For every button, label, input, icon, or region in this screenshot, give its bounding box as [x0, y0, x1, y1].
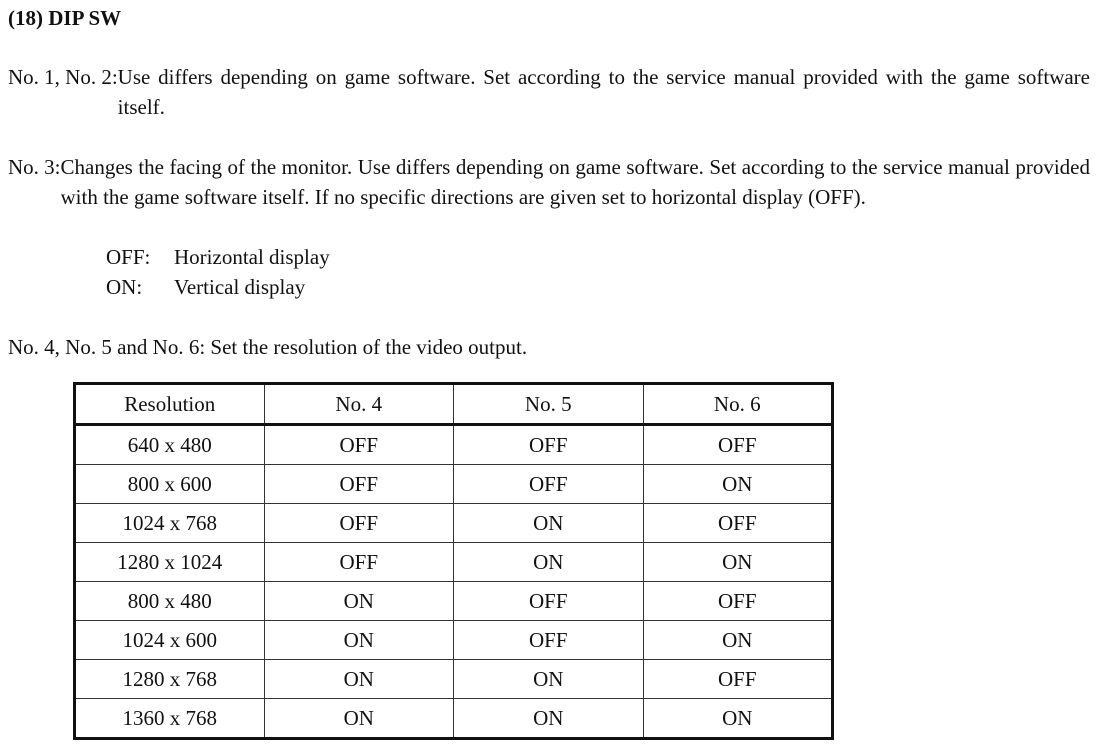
switch-cell: ON	[264, 621, 454, 660]
switch-cell: ON	[643, 465, 833, 504]
switch-cell: OFF	[454, 621, 644, 660]
option-key: OFF:	[106, 245, 151, 269]
column-header-no6: No. 6	[643, 384, 833, 425]
switch-cell: OFF	[643, 504, 833, 543]
switch-cell: OFF	[643, 660, 833, 699]
resolution-cell: 1360 x 768	[75, 699, 265, 739]
dip-switch-4-6-description: No. 4, No. 5 and No. 6: Set the resolution of the video output.	[8, 335, 528, 359]
column-header-resolution: Resolution	[75, 384, 265, 425]
resolution-cell: 1024 x 768	[75, 504, 265, 543]
resolution-table	[73, 382, 834, 740]
table-row	[75, 504, 833, 543]
switch-cell: OFF	[264, 543, 454, 582]
monitor-option-on	[106, 272, 305, 302]
option-value: Vertical display	[174, 275, 306, 299]
resolution-cell: 800 x 480	[75, 582, 265, 621]
option-value: Horizontal display	[174, 245, 330, 269]
paragraph-text: Use differs depending on game software. Set according to the service manual provided with the game software itself.	[117, 65, 1090, 119]
paragraph-label: No. 3:	[8, 155, 61, 179]
table-row	[75, 621, 833, 660]
switch-cell: ON	[454, 504, 644, 543]
switch-cell: ON	[264, 660, 454, 699]
switch-cell: ON	[643, 543, 833, 582]
column-header-no5: No. 5	[454, 384, 644, 425]
column-header-no4: No. 4	[264, 384, 454, 425]
option-key: ON:	[106, 275, 143, 299]
switch-cell: ON	[454, 543, 644, 582]
dip-switch-3-description	[8, 152, 1090, 212]
switch-cell: OFF	[264, 465, 454, 504]
switch-cell: ON	[264, 699, 454, 739]
switch-cell: OFF	[454, 582, 644, 621]
table-header-row	[75, 384, 833, 425]
switch-cell: ON	[454, 699, 644, 739]
resolution-cell: 800 x 600	[75, 465, 265, 504]
table-row	[75, 543, 833, 582]
switch-cell: OFF	[454, 425, 644, 465]
resolution-cell: 640 x 480	[75, 425, 265, 465]
switch-cell: OFF	[643, 425, 833, 465]
switch-cell: OFF	[264, 425, 454, 465]
resolution-cell: 1280 x 1024	[75, 543, 265, 582]
table-row	[75, 660, 833, 699]
switch-cell: ON	[643, 699, 833, 739]
resolution-cell: 1280 x 768	[75, 660, 265, 699]
monitor-option-off	[106, 242, 330, 272]
table-row	[75, 425, 833, 465]
resolution-cell: 1024 x 600	[75, 621, 265, 660]
switch-cell: OFF	[643, 582, 833, 621]
table-row	[75, 699, 833, 739]
dip-switch-1-2-description	[8, 62, 1090, 122]
paragraph-label: No. 1, No. 2:	[8, 65, 118, 89]
switch-cell: OFF	[264, 504, 454, 543]
table-row	[75, 465, 833, 504]
paragraph-text: Changes the facing of the monitor. Use differs depending on game software. Set according to the service manual provided with the game software itself. If no specific directions are given set to horizontal display (OFF).	[60, 155, 1090, 209]
table-body	[75, 425, 833, 739]
section-heading: (18) DIP SW	[8, 6, 122, 30]
switch-cell: ON	[454, 660, 644, 699]
table-row	[75, 582, 833, 621]
switch-cell: ON	[643, 621, 833, 660]
switch-cell: OFF	[454, 465, 644, 504]
switch-cell: ON	[264, 582, 454, 621]
